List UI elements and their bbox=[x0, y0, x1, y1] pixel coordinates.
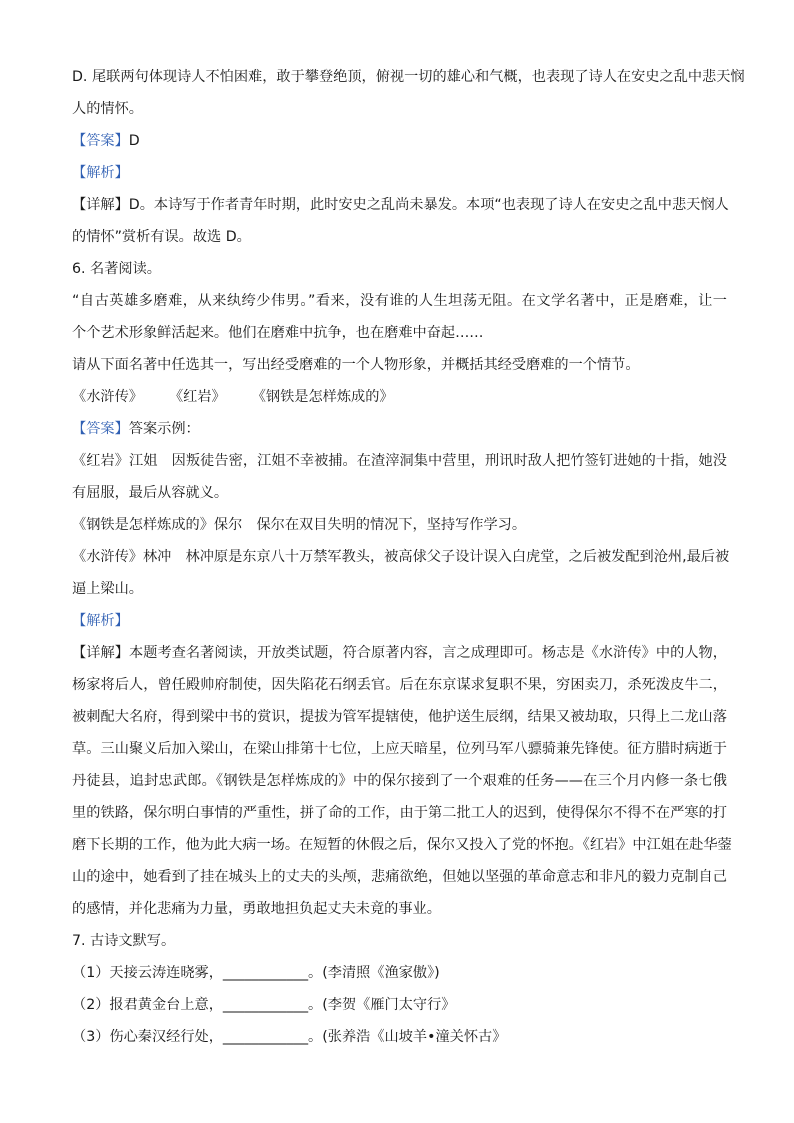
detail-6-line: 【详解】本题考查名著阅读，开放类试题，符合原著内容，言之成理即可。杨志是《水浒传》中的人物， bbox=[72, 645, 727, 661]
detail-6-line: 里的铁路，保尔明白事情的严重性，拼了命的工作，由于第二批工人的迟到，使得保尔不得不在严寒的打 bbox=[72, 805, 727, 821]
recitation-item: （3）伤心秦汉经行处，____________。(张养浩《山坡羊•潼关怀古》 bbox=[72, 1029, 507, 1045]
question-6-title: 6. 名著阅读。 bbox=[72, 261, 161, 277]
detail-5-line2: 的情怀”赏析有误。故选 D。 bbox=[72, 229, 251, 245]
example-1-line1: 《红岩》江姐 因叛徒告密，江姐不幸被捕。在渣滓洞集中营里，刑讯时敌人把竹签钉进她的十指，她没 bbox=[72, 453, 727, 469]
detail-6-line: 杨家将后人，曾任殿帅府制使，因失陷花石纲丢官。后在东京谋求复职不果，穷困卖刀，杀死泼皮牛二， bbox=[72, 677, 727, 693]
detail-label: 【详解】 bbox=[72, 197, 129, 213]
example-1-line2: 有屈服，最后从容就义。 bbox=[72, 485, 229, 501]
answer-label: 【答案】 bbox=[72, 421, 129, 437]
detail-6-line: 磨下长期的工作，他为此大病一场。在短暂的休假之后，保尔又投入了党的怀抱。《红岩》中江姐在赴华蓥 bbox=[72, 837, 732, 853]
answer-6: 【答案】答案示例： bbox=[72, 421, 200, 437]
analysis-5-label: 【解析】 bbox=[72, 165, 129, 181]
book-item: 《水浒传》 bbox=[72, 389, 143, 405]
recitation-item: （2）报君黄金台上意，____________。(李贺《雁门太守行》 bbox=[72, 997, 456, 1013]
analysis-6-label: 【解析】 bbox=[72, 613, 129, 629]
detail-6-line: 草。三山聚义后加入梁山，在梁山排第十七位，上应天暗星，位列马军八骠骑兼先锋使。征方腊时病逝于 bbox=[72, 741, 727, 757]
book-item: 《红岩》 bbox=[168, 389, 226, 405]
question-6-quote-line2: 个个艺术形象鲜活起来。他们在磨难中抗争，也在磨难中奋起…… bbox=[72, 325, 484, 341]
answer-5 bbox=[72, 131, 727, 151]
detail-6-line: 被刺配大名府，得到梁中书的赏识，提拔为管军提辖使，他护送生辰纲，结果又被劫取，只得上二龙山落 bbox=[72, 709, 727, 725]
detail-label: 【详解】 bbox=[72, 645, 129, 661]
example-3-line1: 《水浒传》林冲 林冲原是东京八十万禁军教头，被高俅父子设计误入白虎堂，之后被发配到沧州,最后被 bbox=[72, 549, 730, 565]
detail-6-line: 丹徒县，追封忠武郎。《钢铁是怎样炼成的》中的保尔接到了一个艰难的任务——在三个月内修一条七俄 bbox=[72, 773, 727, 789]
answer-blank: ____________ bbox=[222, 997, 309, 1013]
answer-blank: ____________ bbox=[222, 1029, 309, 1045]
answer-value: D bbox=[128, 133, 140, 149]
question-7-title: 7. 古诗文默写。 bbox=[72, 933, 176, 949]
book-item: 《钢铁是怎样炼成的》 bbox=[251, 389, 394, 405]
option-d-line1: D. 尾联两句体现诗人不怕困难，敢于攀登绝顶，俯视一切的雄心和气概，也表现了诗人在安史之乱中悲天悯 bbox=[72, 69, 745, 85]
detail-5-line1: 【详解】D。本诗写于作者青年时期，此时安史之乱尚未暴发。本项“也表现了诗人在安史之乱中悲天悯人 bbox=[72, 197, 729, 213]
question-6-quote-line1: “自古英雄多磨难，从来纨绔少伟男。”看来，没有谁的人生坦荡无阻。在文学名著中，正是磨难，让一 bbox=[72, 293, 727, 309]
option-d-line2: 人的情怀。 bbox=[72, 101, 143, 117]
book-list bbox=[72, 387, 727, 407]
example-2: 《钢铁是怎样炼成的》保尔 保尔在双目失明的情况下，坚持写作学习。 bbox=[72, 517, 527, 533]
example-3-line2: 逼上梁山。 bbox=[72, 581, 143, 597]
detail-6-line: 的感情，并化悲痛为力量，勇敢地担负起丈夫未竟的事业。 bbox=[72, 901, 441, 917]
question-6-instruction: 请从下面名著中任选其一，写出经受磨难的一个人物形象，并概括其经受磨难的一个情节。 bbox=[72, 357, 640, 373]
recitation-item: （1）天接云涛连晓雾，____________。(李清照《渔家傲》) bbox=[72, 965, 440, 981]
detail-6-line: 山的途中，她看到了挂在城头上的丈夫的头颅，悲痛欲绝，但她以坚强的革命意志和非凡的毅力克制自己 bbox=[72, 869, 727, 885]
answer-label: 【答案】 bbox=[72, 133, 129, 149]
answer-blank: ____________ bbox=[222, 965, 309, 981]
